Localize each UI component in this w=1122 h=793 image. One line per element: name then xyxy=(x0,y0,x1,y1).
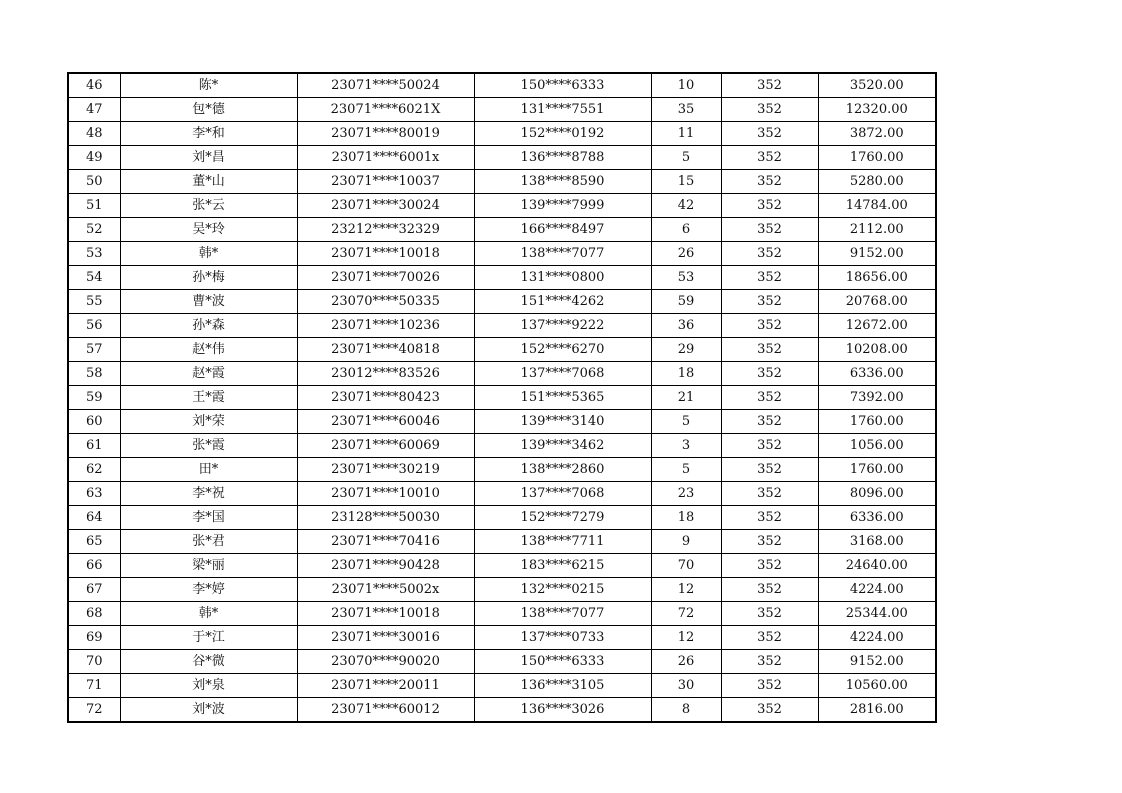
phone-cell: 183****6215 xyxy=(474,554,651,578)
table-row xyxy=(68,242,936,266)
roster-table xyxy=(67,72,937,723)
name-cell: 李*国 xyxy=(120,506,297,530)
row-number-cell: 55 xyxy=(68,290,120,314)
phone-cell: 152****7279 xyxy=(474,506,651,530)
id-number-cell: 23071****6001x xyxy=(297,146,474,170)
row-number-cell: 47 xyxy=(68,98,120,122)
amount-cell: 3168.00 xyxy=(818,530,936,554)
amount-cell: 1760.00 xyxy=(818,410,936,434)
row-number-cell: 48 xyxy=(68,122,120,146)
name-cell: 李*婷 xyxy=(120,578,297,602)
rate-cell: 352 xyxy=(721,602,818,626)
id-number-cell: 23071****10236 xyxy=(297,314,474,338)
id-number-cell: 23071****60046 xyxy=(297,410,474,434)
quantity-cell: 30 xyxy=(651,674,721,698)
rate-cell: 352 xyxy=(721,194,818,218)
id-number-cell: 23071****6021X xyxy=(297,98,474,122)
rate-cell: 352 xyxy=(721,73,818,98)
table-row xyxy=(68,506,936,530)
rate-cell: 352 xyxy=(721,386,818,410)
quantity-cell: 3 xyxy=(651,434,721,458)
name-cell: 陈* xyxy=(120,73,297,98)
row-number-cell: 54 xyxy=(68,266,120,290)
row-number-cell: 53 xyxy=(68,242,120,266)
phone-cell: 131****7551 xyxy=(474,98,651,122)
amount-cell: 12320.00 xyxy=(818,98,936,122)
quantity-cell: 10 xyxy=(651,73,721,98)
table-row xyxy=(68,314,936,338)
id-number-cell: 23012****83526 xyxy=(297,362,474,386)
name-cell: 赵*伟 xyxy=(120,338,297,362)
amount-cell: 6336.00 xyxy=(818,362,936,386)
row-number-cell: 70 xyxy=(68,650,120,674)
amount-cell: 2816.00 xyxy=(818,698,936,723)
amount-cell: 2112.00 xyxy=(818,218,936,242)
quantity-cell: 5 xyxy=(651,458,721,482)
name-cell: 梁*丽 xyxy=(120,554,297,578)
phone-cell: 138****7077 xyxy=(474,242,651,266)
row-number-cell: 72 xyxy=(68,698,120,723)
quantity-cell: 21 xyxy=(651,386,721,410)
row-number-cell: 68 xyxy=(68,602,120,626)
phone-cell: 150****6333 xyxy=(474,73,651,98)
name-cell: 韩* xyxy=(120,602,297,626)
amount-cell: 5280.00 xyxy=(818,170,936,194)
table-row xyxy=(68,698,936,723)
quantity-cell: 29 xyxy=(651,338,721,362)
id-number-cell: 23071****5002x xyxy=(297,578,474,602)
rate-cell: 352 xyxy=(721,218,818,242)
amount-cell: 25344.00 xyxy=(818,602,936,626)
table-row xyxy=(68,458,936,482)
quantity-cell: 9 xyxy=(651,530,721,554)
name-cell: 刘*荣 xyxy=(120,410,297,434)
id-number-cell: 23071****40818 xyxy=(297,338,474,362)
table-row xyxy=(68,674,936,698)
amount-cell: 10560.00 xyxy=(818,674,936,698)
quantity-cell: 70 xyxy=(651,554,721,578)
quantity-cell: 59 xyxy=(651,290,721,314)
amount-cell: 9152.00 xyxy=(818,650,936,674)
quantity-cell: 42 xyxy=(651,194,721,218)
amount-cell: 9152.00 xyxy=(818,242,936,266)
name-cell: 曹*波 xyxy=(120,290,297,314)
row-number-cell: 65 xyxy=(68,530,120,554)
rate-cell: 352 xyxy=(721,530,818,554)
quantity-cell: 53 xyxy=(651,266,721,290)
amount-cell: 14784.00 xyxy=(818,194,936,218)
row-number-cell: 62 xyxy=(68,458,120,482)
row-number-cell: 61 xyxy=(68,434,120,458)
phone-cell: 137****7068 xyxy=(474,362,651,386)
table-row xyxy=(68,650,936,674)
quantity-cell: 18 xyxy=(651,506,721,530)
row-number-cell: 71 xyxy=(68,674,120,698)
amount-cell: 1760.00 xyxy=(818,458,936,482)
id-number-cell: 23071****20011 xyxy=(297,674,474,698)
table-row xyxy=(68,218,936,242)
row-number-cell: 56 xyxy=(68,314,120,338)
phone-cell: 132****0215 xyxy=(474,578,651,602)
table-row xyxy=(68,434,936,458)
table-row xyxy=(68,98,936,122)
id-number-cell: 23070****50335 xyxy=(297,290,474,314)
row-number-cell: 46 xyxy=(68,73,120,98)
table-row xyxy=(68,73,936,98)
quantity-cell: 12 xyxy=(651,626,721,650)
quantity-cell: 8 xyxy=(651,698,721,723)
table-row xyxy=(68,530,936,554)
quantity-cell: 26 xyxy=(651,242,721,266)
amount-cell: 4224.00 xyxy=(818,578,936,602)
name-cell: 于*江 xyxy=(120,626,297,650)
id-number-cell: 23071****10018 xyxy=(297,242,474,266)
table-row xyxy=(68,290,936,314)
id-number-cell: 23071****10010 xyxy=(297,482,474,506)
phone-cell: 151****4262 xyxy=(474,290,651,314)
quantity-cell: 5 xyxy=(651,410,721,434)
name-cell: 王*霞 xyxy=(120,386,297,410)
rate-cell: 352 xyxy=(721,242,818,266)
name-cell: 董*山 xyxy=(120,170,297,194)
table-row xyxy=(68,602,936,626)
name-cell: 张*霞 xyxy=(120,434,297,458)
rate-cell: 352 xyxy=(721,458,818,482)
id-number-cell: 23071****80423 xyxy=(297,386,474,410)
name-cell: 吴*玲 xyxy=(120,218,297,242)
amount-cell: 3520.00 xyxy=(818,73,936,98)
name-cell: 刘*波 xyxy=(120,698,297,723)
amount-cell: 4224.00 xyxy=(818,626,936,650)
row-number-cell: 59 xyxy=(68,386,120,410)
quantity-cell: 15 xyxy=(651,170,721,194)
rate-cell: 352 xyxy=(721,578,818,602)
row-number-cell: 60 xyxy=(68,410,120,434)
id-number-cell: 23071****80019 xyxy=(297,122,474,146)
phone-cell: 138****7711 xyxy=(474,530,651,554)
phone-cell: 131****0800 xyxy=(474,266,651,290)
row-number-cell: 51 xyxy=(68,194,120,218)
name-cell: 谷*微 xyxy=(120,650,297,674)
amount-cell: 6336.00 xyxy=(818,506,936,530)
table-row xyxy=(68,266,936,290)
rate-cell: 352 xyxy=(721,98,818,122)
row-number-cell: 49 xyxy=(68,146,120,170)
id-number-cell: 23071****70416 xyxy=(297,530,474,554)
row-number-cell: 66 xyxy=(68,554,120,578)
rate-cell: 352 xyxy=(721,338,818,362)
amount-cell: 10208.00 xyxy=(818,338,936,362)
phone-cell: 138****8590 xyxy=(474,170,651,194)
name-cell: 张*君 xyxy=(120,530,297,554)
phone-cell: 138****2860 xyxy=(474,458,651,482)
phone-cell: 139****3140 xyxy=(474,410,651,434)
id-number-cell: 23071****30219 xyxy=(297,458,474,482)
table-row xyxy=(68,338,936,362)
quantity-cell: 72 xyxy=(651,602,721,626)
amount-cell: 18656.00 xyxy=(818,266,936,290)
amount-cell: 20768.00 xyxy=(818,290,936,314)
phone-cell: 150****6333 xyxy=(474,650,651,674)
id-number-cell: 23071****30024 xyxy=(297,194,474,218)
id-number-cell: 23071****90428 xyxy=(297,554,474,578)
row-number-cell: 58 xyxy=(68,362,120,386)
rate-cell: 352 xyxy=(721,674,818,698)
rate-cell: 352 xyxy=(721,434,818,458)
name-cell: 韩* xyxy=(120,242,297,266)
table-row xyxy=(68,386,936,410)
id-number-cell: 23071****60012 xyxy=(297,698,474,723)
rate-cell: 352 xyxy=(721,170,818,194)
phone-cell: 137****9222 xyxy=(474,314,651,338)
name-cell: 李*祝 xyxy=(120,482,297,506)
rate-cell: 352 xyxy=(721,506,818,530)
rate-cell: 352 xyxy=(721,410,818,434)
amount-cell: 3872.00 xyxy=(818,122,936,146)
phone-cell: 136****8788 xyxy=(474,146,651,170)
amount-cell: 12672.00 xyxy=(818,314,936,338)
name-cell: 孙*森 xyxy=(120,314,297,338)
rate-cell: 352 xyxy=(721,146,818,170)
id-number-cell: 23071****10018 xyxy=(297,602,474,626)
phone-cell: 166****8497 xyxy=(474,218,651,242)
row-number-cell: 69 xyxy=(68,626,120,650)
row-number-cell: 67 xyxy=(68,578,120,602)
rate-cell: 352 xyxy=(721,122,818,146)
row-number-cell: 64 xyxy=(68,506,120,530)
name-cell: 刘*泉 xyxy=(120,674,297,698)
id-number-cell: 23212****32329 xyxy=(297,218,474,242)
table-row xyxy=(68,626,936,650)
rate-cell: 352 xyxy=(721,650,818,674)
amount-cell: 7392.00 xyxy=(818,386,936,410)
rate-cell: 352 xyxy=(721,626,818,650)
amount-cell: 24640.00 xyxy=(818,554,936,578)
quantity-cell: 11 xyxy=(651,122,721,146)
id-number-cell: 23128****50030 xyxy=(297,506,474,530)
table-row xyxy=(68,362,936,386)
phone-cell: 136****3105 xyxy=(474,674,651,698)
amount-cell: 1056.00 xyxy=(818,434,936,458)
name-cell: 包*德 xyxy=(120,98,297,122)
name-cell: 李*和 xyxy=(120,122,297,146)
id-number-cell: 23071****60069 xyxy=(297,434,474,458)
phone-cell: 151****5365 xyxy=(474,386,651,410)
row-number-cell: 57 xyxy=(68,338,120,362)
table-row xyxy=(68,482,936,506)
phone-cell: 138****7077 xyxy=(474,602,651,626)
rate-cell: 352 xyxy=(721,266,818,290)
phone-cell: 137****0733 xyxy=(474,626,651,650)
phone-cell: 152****0192 xyxy=(474,122,651,146)
phone-cell: 137****7068 xyxy=(474,482,651,506)
quantity-cell: 12 xyxy=(651,578,721,602)
quantity-cell: 35 xyxy=(651,98,721,122)
phone-cell: 136****3026 xyxy=(474,698,651,723)
row-number-cell: 63 xyxy=(68,482,120,506)
rate-cell: 352 xyxy=(721,314,818,338)
rate-cell: 352 xyxy=(721,290,818,314)
phone-cell: 152****6270 xyxy=(474,338,651,362)
id-number-cell: 23071****70026 xyxy=(297,266,474,290)
id-number-cell: 23070****90020 xyxy=(297,650,474,674)
rate-cell: 352 xyxy=(721,482,818,506)
row-number-cell: 52 xyxy=(68,218,120,242)
name-cell: 田* xyxy=(120,458,297,482)
phone-cell: 139****7999 xyxy=(474,194,651,218)
amount-cell: 1760.00 xyxy=(818,146,936,170)
row-number-cell: 50 xyxy=(68,170,120,194)
quantity-cell: 36 xyxy=(651,314,721,338)
quantity-cell: 18 xyxy=(651,362,721,386)
id-number-cell: 23071****50024 xyxy=(297,73,474,98)
id-number-cell: 23071****30016 xyxy=(297,626,474,650)
rate-cell: 352 xyxy=(721,554,818,578)
amount-cell: 8096.00 xyxy=(818,482,936,506)
table-row xyxy=(68,170,936,194)
quantity-cell: 6 xyxy=(651,218,721,242)
phone-cell: 139****3462 xyxy=(474,434,651,458)
roster-table-body xyxy=(68,73,936,722)
table-row xyxy=(68,578,936,602)
table-row xyxy=(68,146,936,170)
table-row xyxy=(68,122,936,146)
table-row xyxy=(68,410,936,434)
quantity-cell: 23 xyxy=(651,482,721,506)
rate-cell: 352 xyxy=(721,698,818,723)
name-cell: 刘*昌 xyxy=(120,146,297,170)
table-row xyxy=(68,554,936,578)
table-row xyxy=(68,194,936,218)
name-cell: 张*云 xyxy=(120,194,297,218)
quantity-cell: 5 xyxy=(651,146,721,170)
id-number-cell: 23071****10037 xyxy=(297,170,474,194)
name-cell: 赵*霞 xyxy=(120,362,297,386)
quantity-cell: 26 xyxy=(651,650,721,674)
name-cell: 孙*梅 xyxy=(120,266,297,290)
rate-cell: 352 xyxy=(721,362,818,386)
